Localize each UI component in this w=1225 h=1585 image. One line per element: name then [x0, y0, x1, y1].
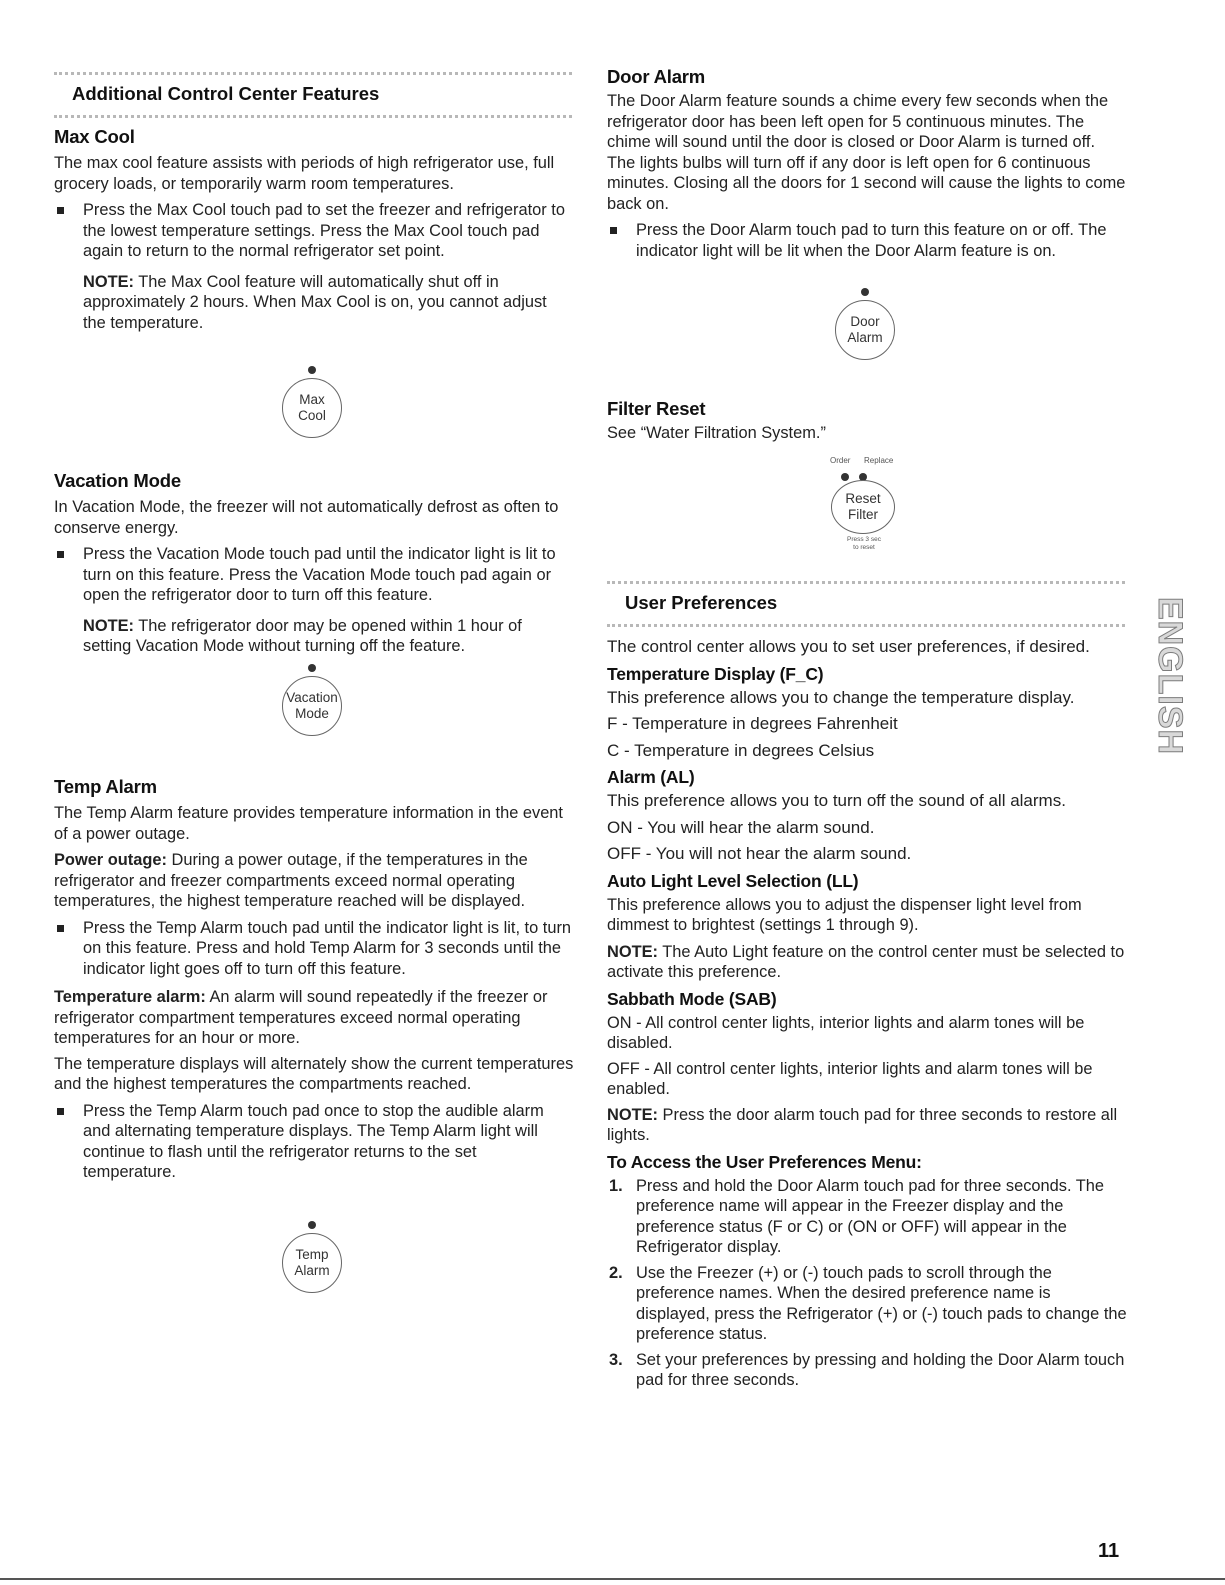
- vacation-mode-touch-pad: [277, 664, 347, 736]
- vacation-bullet: Press the Vacation Mode touch pad until the indicator light is lit to turn on this feature. Press the Vacation Mode touch pad again or open the refrigerator door to turn off this feature.: [54, 544, 574, 606]
- light-note: NOTE: The Auto Light feature on the control center must be selected to activate this preference.: [607, 942, 1125, 981]
- alarm-heading: Alarm (AL): [607, 767, 695, 787]
- pad-label-line1: Door: [850, 314, 880, 329]
- language-side-tab: [1152, 570, 1188, 782]
- vacation-intro: In Vacation Mode, the freezer will not automatically defrost as often to conserve energy.: [54, 498, 559, 537]
- temperature-alarm-paragraph: Temperature alarm: An alarm will sound repeatedly if the freezer or refrigerator compartment temperatures exceed normal operating temperatures for an hour or more.: [54, 988, 548, 1047]
- light-heading: Auto Light Level Selection (LL): [607, 870, 859, 891]
- alarm-text: This preference allows you to turn off the sound of all alarms.: [607, 791, 1066, 810]
- pad-label-line2: Filter: [848, 507, 878, 522]
- vacation-note: NOTE: The refrigerator door may be opened within 1 hour of setting Vacation Mode without turning off the feature.: [83, 616, 522, 655]
- step-3: 3. Set your preferences by pressing and holding the Door Alarm touch pad for three seconds.: [609, 1350, 1125, 1389]
- sabbath-heading: Sabbath Mode (SAB): [607, 988, 777, 1009]
- page-bottom-rule: [0, 1578, 1225, 1580]
- pad-label-line1: Max: [299, 392, 325, 407]
- temp-display-heading: Temperature Display (F_C): [607, 663, 824, 684]
- temp-alarm-intro: The Temp Alarm feature provides temperature information in the event of a power outage.: [54, 804, 563, 843]
- temp-alarm-heading: Temp Alarm: [54, 776, 157, 797]
- door-alarm-bullet: Press the Door Alarm touch pad to turn this feature on or off. The indicator light will be lit when the Door Alarm feature is on.: [607, 220, 1127, 261]
- filter-reset-heading: Filter Reset: [607, 398, 706, 419]
- pad-label-line1: Vacation: [286, 690, 338, 705]
- section-title: Additional Control Center Features: [72, 83, 380, 104]
- filter-reset-touch-pad: [824, 456, 904, 556]
- reset-label: to reset: [853, 544, 875, 551]
- temp-alarm-touch-pad: [277, 1221, 347, 1293]
- sabbath-on: ON - All control center lights, interior lights and alarm tones will be disabled.: [607, 1013, 1085, 1052]
- temp-display-text: This preference allows you to change the temperature display.: [607, 687, 1075, 707]
- temp-alarm-bullet-1: Press the Temp Alarm touch pad until the indicator light is lit, to turn on this feature. Press and hold Temp Alarm for 3 seconds until the indicator light goes off to turn off this feature.: [54, 918, 574, 980]
- indicator-dot-icon: [308, 366, 316, 374]
- door-alarm-intro: The Door Alarm feature sounds a chime every few seconds when the refrigerator door has been left open for 5 continuous minutes. The chime will sound until the door is closed or Door Alarm is turned off. The lights bulbs will turn off if any door is left open for 6 continuous minutes. Closing all the doors for 1 second will cause the lights to come back on.: [607, 92, 1126, 213]
- step-1: 1. Press and hold the Door Alarm touch pad for three seconds. The preference name will appear in the Freezer display and the preference status (F or C) or (ON or OFF) will appear in the Refrigerator display.: [609, 1176, 1105, 1256]
- filter-reset-text: See “Water Filtration System.”: [607, 424, 826, 442]
- temp-c: C - Temperature in degrees Celsius: [607, 740, 875, 760]
- temperature-display-paragraph: The temperature displays will alternately show the current temperatures and the highest temperatures the compartments reached.: [54, 1054, 574, 1093]
- pad-label-line2: Mode: [295, 706, 329, 721]
- indicator-dot-icon: [861, 288, 869, 296]
- alarm-on: ON - You will hear the alarm sound.: [607, 817, 875, 837]
- alarm-off: OFF - You will not hear the alarm sound.: [607, 844, 912, 863]
- light-text: This preference allows you to adjust the dispenser light level from dimmest to brightest (settings 1 through 9).: [607, 895, 1082, 934]
- section-bar-additional-features: [54, 72, 572, 118]
- press-label: Press 3 sec: [847, 536, 881, 543]
- page-number: 11: [1098, 1540, 1120, 1562]
- door-alarm-touch-pad: [830, 288, 900, 360]
- pad-label-line1: Temp: [295, 1247, 329, 1262]
- vacation-mode-heading: Vacation Mode: [54, 470, 181, 491]
- access-menu-heading: To Access the User Preferences Menu:: [607, 1151, 922, 1172]
- section-title: User Preferences: [625, 592, 778, 613]
- order-label: Order: [830, 456, 851, 465]
- max-cool-intro: The max cool feature assists with periods of high refrigerator use, full grocery loads, or temporarily warm room temperatures.: [54, 154, 555, 193]
- power-outage-paragraph: Power outage: During a power outage, if the temperatures in the refrigerator and freezer compartments exceed normal operating temperatures, the highest temperature reached will be displayed.: [54, 851, 528, 910]
- sabbath-off: OFF - All control center lights, interior lights and alarm tones will be enabled.: [607, 1059, 1093, 1098]
- step-2: 2. Use the Freezer (+) or (-) touch pads to scroll through the preference names. When the desired preference name is displayed, press the Refrigerator (+) or (-) touch pads to change the preference status.: [609, 1263, 1127, 1343]
- prefs-intro: The control center allows you to set user preferences, if desired.: [607, 637, 1090, 656]
- max-cool-heading: Max Cool: [54, 126, 135, 147]
- section-bar-user-preferences: [607, 581, 1125, 627]
- replace-label: Replace: [864, 456, 894, 465]
- max-cool-touch-pad: [277, 366, 347, 438]
- max-cool-note: NOTE: The Max Cool feature will automatically shut off in approximately 2 hours. When Max Cool is on, you cannot adjust the temperature.: [83, 272, 547, 332]
- max-cool-bullet: Press the Max Cool touch pad to set the freezer and refrigerator to the lowest temperature settings. Press the Max Cool touch pad again to return to the normal refrigerator set point.: [54, 200, 574, 262]
- indicator-dot-icon: [308, 664, 316, 672]
- pad-label-line2: Cool: [298, 408, 326, 423]
- pad-label-line2: Alarm: [847, 330, 883, 345]
- pad-label-line2: Alarm: [294, 1263, 330, 1278]
- door-alarm-heading: Door Alarm: [607, 66, 706, 87]
- pad-label-line1: Reset: [845, 491, 881, 506]
- sabbath-note: NOTE: Press the door alarm touch pad for three seconds to restore all lights.: [607, 1105, 1118, 1144]
- temp-f: F - Temperature in degrees Fahrenheit: [607, 714, 898, 733]
- temp-alarm-bullet-2: Press the Temp Alarm touch pad once to stop the audible alarm and alternating temperature displays. The Temp Alarm light will continue to flash until the refrigerator returns to the set temperature.: [54, 1101, 574, 1183]
- indicator-dot-icon: [308, 1221, 316, 1229]
- language-tab-label: ENGLISH: [1151, 596, 1189, 756]
